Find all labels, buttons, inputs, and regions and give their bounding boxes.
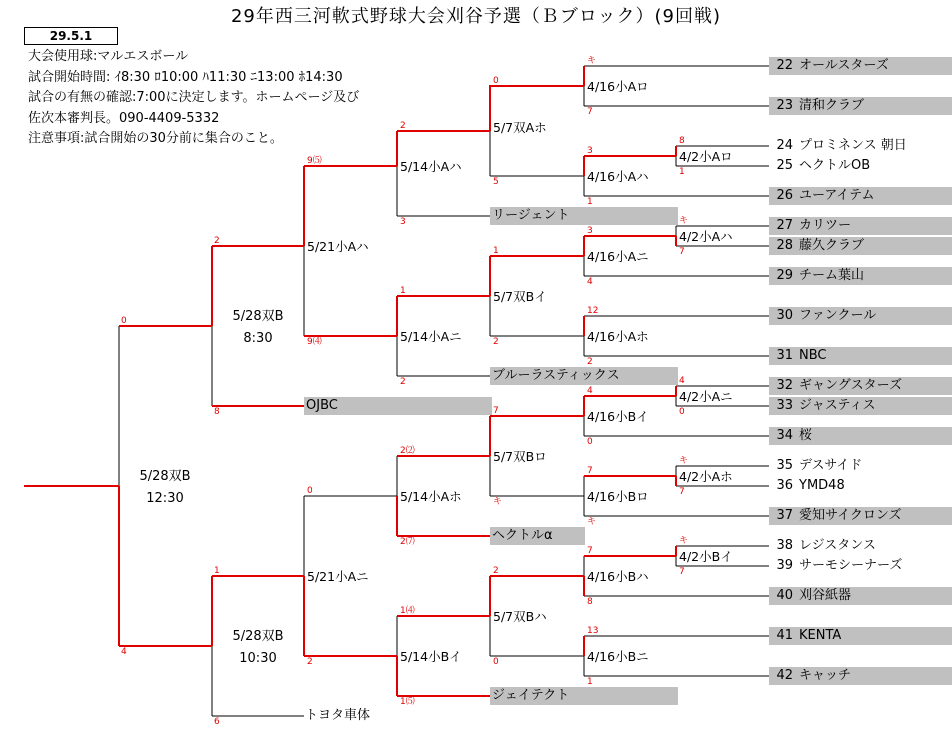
team-name: 清和クラブ <box>799 98 865 113</box>
match-label: 5/14小Aハ <box>400 159 462 174</box>
team-number: 24 <box>776 138 793 153</box>
score: 1 <box>679 167 685 177</box>
team-number: 38 <box>776 538 793 553</box>
match-label: 4/2小Aハ <box>679 229 733 244</box>
match-label: 4/16小Aロ <box>587 79 649 94</box>
info-line: 佐次本審判長。090-4409-5332 <box>28 110 220 126</box>
match-label <box>214 626 302 670</box>
match-label: 4/2小Bイ <box>679 549 733 564</box>
score: 1 <box>587 677 593 687</box>
score: 1⑷ <box>400 606 415 616</box>
team-name: レジスタンス <box>799 538 876 553</box>
match-label: 5/7双Aホ <box>493 120 547 135</box>
score: 2⑵ <box>400 446 415 456</box>
match-date: 5/28双B <box>232 629 284 644</box>
team-row <box>769 137 952 155</box>
bye-team: ヘクトルα <box>490 527 585 545</box>
team-name: 藤久クラブ <box>799 238 865 253</box>
score: 12 <box>587 306 599 316</box>
team-number: 22 <box>776 58 793 73</box>
date-box: 29.5.1 <box>24 27 118 45</box>
score: 2⑺ <box>400 537 415 547</box>
score: 5 <box>493 177 499 187</box>
team-number: 29 <box>776 268 793 283</box>
score: キ <box>587 56 597 66</box>
team-row <box>769 457 952 475</box>
team-name: 愛知サイクロンズ <box>799 508 902 523</box>
score: 1⑸ <box>400 697 415 707</box>
score: 6 <box>214 717 220 727</box>
score: 1 <box>493 246 499 256</box>
team-row <box>769 397 952 415</box>
score: 3 <box>400 217 406 227</box>
score: 2 <box>587 357 593 367</box>
team-row <box>769 537 952 555</box>
bye-team: ジェイテクト <box>490 687 678 705</box>
team-row <box>769 347 952 365</box>
team-name: プロミネンス 朝日 <box>799 138 907 153</box>
team-name: ユーアイテム <box>799 188 875 203</box>
team-row <box>769 507 952 525</box>
team-row <box>769 267 952 285</box>
score: 7 <box>679 487 685 497</box>
bye-team: ブルーラスティックス <box>490 367 678 385</box>
team-row <box>769 217 952 235</box>
score: 1 <box>214 566 220 576</box>
score: 7 <box>679 567 685 577</box>
score: 9⑸ <box>307 156 322 166</box>
score: 0 <box>493 76 499 86</box>
team-row <box>769 57 952 75</box>
match-label: 5/7双Bハ <box>493 609 547 624</box>
bye-team: OJBC <box>304 397 492 415</box>
score: 7 <box>679 247 685 257</box>
match-label: 5/7双Bロ <box>493 449 547 464</box>
score: 0 <box>587 437 593 447</box>
team-number: 35 <box>776 458 793 473</box>
team-row <box>769 157 952 175</box>
score: 13 <box>587 626 599 636</box>
team-name: ヘクトルOB <box>799 158 871 173</box>
score: 7 <box>587 466 593 476</box>
team-name: ファンクール <box>799 308 877 323</box>
team-name: YMD48 <box>799 478 845 493</box>
match-label: 4/16小Bロ <box>587 489 649 504</box>
match-time: 8:30 <box>243 331 273 346</box>
team-number: 36 <box>776 478 793 493</box>
team-name: ジャスティス <box>799 398 876 413</box>
score: 4 <box>121 647 127 657</box>
team-number: 25 <box>776 158 793 173</box>
team-name: サーモシーナーズ <box>799 558 903 573</box>
score: 8 <box>214 407 220 417</box>
match-label: 5/21小Aニ <box>307 569 369 584</box>
match-label: 4/2小Aロ <box>679 149 733 164</box>
score: キ <box>679 216 689 226</box>
team-number: 26 <box>776 188 793 203</box>
info-line: 大会使用球:マルエスボール <box>28 49 189 64</box>
score: キ <box>493 497 503 507</box>
team-number: 41 <box>776 628 793 643</box>
team-row <box>769 427 952 445</box>
score: 0 <box>679 407 685 417</box>
team-row <box>769 377 952 395</box>
match-label: 4/16小Aニ <box>587 249 649 264</box>
score: 1 <box>400 286 406 296</box>
info-line: 注意事項:試合開始の30分前に集合のこと。 <box>28 131 283 146</box>
team-number: 30 <box>776 308 793 323</box>
score: キ <box>679 456 689 466</box>
info-line: 試合の有無の確認:7:00に決定します。ホームページ及び <box>28 90 360 105</box>
match-date: 5/28双B <box>232 309 284 324</box>
score: 0 <box>307 486 313 496</box>
match-label: 4/16小Aホ <box>587 329 649 344</box>
score: 2 <box>214 236 220 246</box>
score: 2 <box>400 121 406 131</box>
team-row <box>769 587 952 605</box>
team-row <box>769 477 952 495</box>
score: 7 <box>587 546 593 556</box>
match-label: 5/7双Bイ <box>493 289 547 304</box>
match-label: 4/2小Aホ <box>679 469 733 484</box>
team-number: 23 <box>776 98 793 113</box>
score: 4 <box>587 386 593 396</box>
match-time: 10:30 <box>239 651 277 666</box>
final-match-label <box>120 466 210 510</box>
team-name: 刈谷紙器 <box>799 588 852 603</box>
team-name: KENTA <box>799 628 842 643</box>
team-row <box>769 667 952 685</box>
team-number: 31 <box>776 348 793 363</box>
score: キ <box>679 536 689 546</box>
score: 0 <box>493 657 499 667</box>
team-row <box>769 237 952 255</box>
team-number: 42 <box>776 668 793 683</box>
score: 8 <box>587 597 593 607</box>
team-number: 33 <box>776 398 793 413</box>
score: 2 <box>493 337 499 347</box>
team-number: 28 <box>776 238 793 253</box>
score: 9⑷ <box>307 337 322 347</box>
score: キ <box>587 517 597 527</box>
score: 3 <box>587 226 593 236</box>
team-row <box>769 187 952 205</box>
team-row <box>769 307 952 325</box>
score: 2 <box>400 377 406 387</box>
bye-team: リージェント <box>490 207 678 225</box>
team-name: 桜 <box>799 428 813 443</box>
team-row <box>769 557 952 575</box>
team-name: チーム葉山 <box>799 268 865 283</box>
score: 2 <box>307 657 313 667</box>
match-label: 4/16小Bハ <box>587 569 649 584</box>
match-time: 12:30 <box>146 491 184 506</box>
team-name: NBC <box>799 348 827 363</box>
page-title: 29年西三河軟式野球大会刈谷予選（Ｂブロック）(9回戦) <box>230 6 722 27</box>
team-name: オールスターズ <box>799 58 889 73</box>
match-label <box>214 306 302 350</box>
score: 1 <box>587 197 593 207</box>
match-label: 4/16小Bイ <box>587 409 649 424</box>
team-number: 39 <box>776 558 793 573</box>
match-label: 5/14小Bイ <box>400 649 462 664</box>
score: 3 <box>587 146 593 156</box>
team-number: 27 <box>776 218 793 233</box>
team-name: カリツー <box>799 218 852 233</box>
team-row <box>769 97 952 115</box>
match-label: 5/14小Aホ <box>400 489 462 504</box>
match-date: 5/28双B <box>139 469 191 484</box>
info-line: 試合開始時間: ｲ8:30 ﾛ10:00 ﾊ11:30 ﾆ13:00 ﾎ14:30 <box>28 69 343 85</box>
score: 7 <box>587 107 593 117</box>
team-name: ギャングスターズ <box>799 378 902 393</box>
match-label: 4/2小Aニ <box>679 389 733 404</box>
score: 2 <box>493 566 499 576</box>
score: 7 <box>493 406 499 416</box>
score: 8 <box>679 136 685 146</box>
team-name: キャッチ <box>799 668 852 683</box>
match-label: 5/21小Aハ <box>307 239 369 254</box>
score: 4 <box>679 376 685 386</box>
team-number: 34 <box>776 428 793 443</box>
match-label: 4/16小Aハ <box>587 169 649 184</box>
team-number: 32 <box>776 378 793 393</box>
match-label: 4/16小Bニ <box>587 649 649 664</box>
bye-team: トヨタ車体 <box>305 708 371 723</box>
team-name: デスサイド <box>799 458 863 473</box>
score: 0 <box>121 316 127 326</box>
team-number: 37 <box>776 508 793 523</box>
match-label: 5/14小Aニ <box>400 329 462 344</box>
score: 4 <box>587 277 593 287</box>
team-row <box>769 627 952 645</box>
team-number: 40 <box>776 588 793 603</box>
